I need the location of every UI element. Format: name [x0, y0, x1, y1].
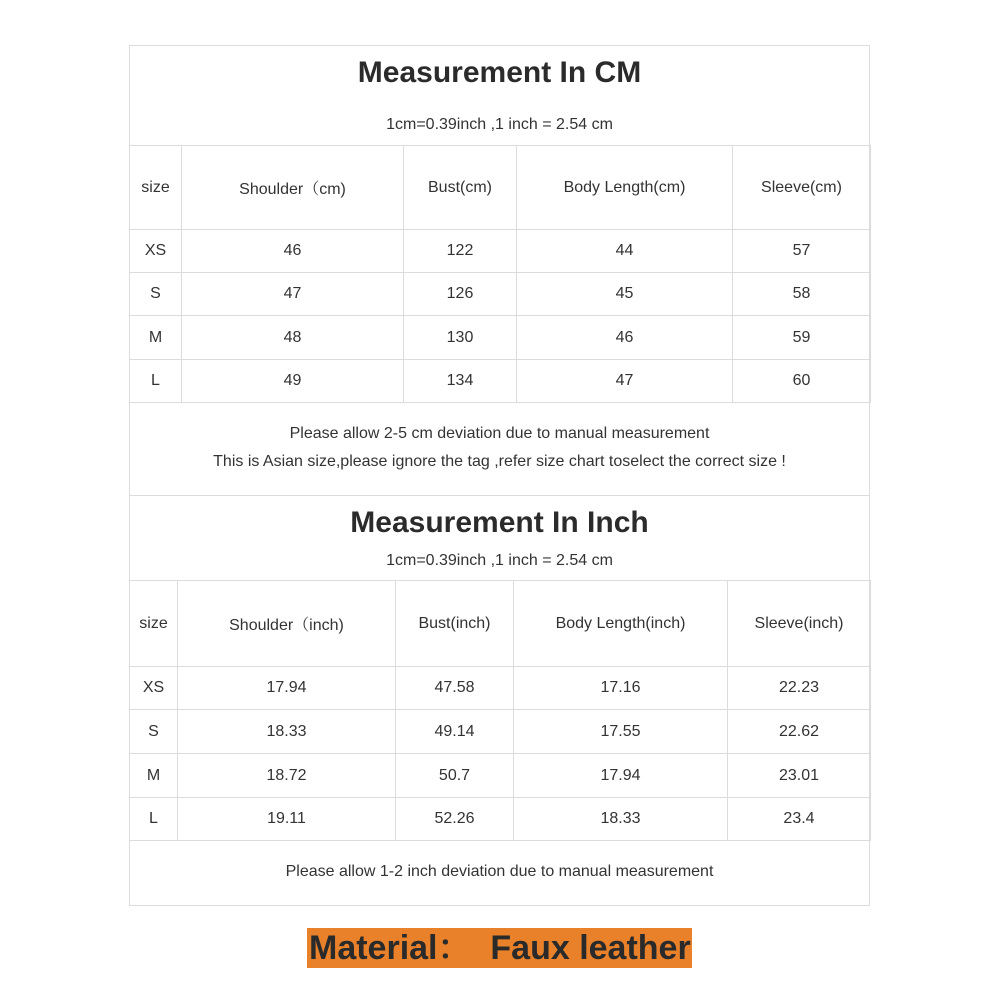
cell-bust: 49.14: [396, 710, 514, 754]
header-shoulder: Shoulder（inch): [178, 581, 396, 667]
cell-sleeve: 60: [733, 360, 871, 403]
table-row: [130, 754, 871, 798]
cell-body-length: 45: [517, 273, 733, 316]
cell-body-length: 18.33: [514, 798, 728, 841]
table-row: [130, 230, 871, 273]
cm-size-table: [129, 145, 871, 403]
cell-size: L: [130, 360, 182, 403]
header-bust: Bust(inch): [396, 581, 514, 667]
cm-conversion-note: 1cm=0.39inch ,1 inch = 2.54 cm: [386, 116, 613, 133]
cell-shoulder: 49: [182, 360, 404, 403]
cell-bust: 47.58: [396, 667, 514, 710]
cell-bust: 122: [404, 230, 517, 273]
cell-size: XS: [130, 230, 182, 273]
cell-shoulder: 47: [182, 273, 404, 316]
cell-size: M: [130, 316, 182, 360]
table-row: [130, 710, 871, 754]
cell-shoulder: 48: [182, 316, 404, 360]
cm-note-line: This is Asian size,please ignore the tag ,refer size chart toselect the correct size !: [213, 453, 786, 470]
cm-measurement-card: [129, 45, 870, 496]
table-row: [130, 667, 871, 710]
cell-shoulder: 46: [182, 230, 404, 273]
table-row: [130, 360, 871, 403]
cell-size: L: [130, 798, 178, 841]
cell-sleeve: 23.4: [728, 798, 871, 841]
header-body-length: Body Length(cm): [517, 146, 733, 230]
cell-sleeve: 59: [733, 316, 871, 360]
cell-bust: 134: [404, 360, 517, 403]
table-row: [130, 273, 871, 316]
cell-body-length: 17.94: [514, 754, 728, 798]
cell-bust: 50.7: [396, 754, 514, 798]
inch-deviation-note: Please allow 1-2 inch deviation due to manual measurement: [285, 863, 714, 880]
cell-shoulder: 19.11: [178, 798, 396, 841]
table-row: [130, 316, 871, 360]
inch-title: Measurement In Inch: [350, 506, 649, 539]
cell-body-length: 17.55: [514, 710, 728, 754]
header-bust: Bust(cm): [404, 146, 517, 230]
inch-measurement-card: [129, 495, 870, 906]
cell-sleeve: 23.01: [728, 754, 871, 798]
table-row: [130, 798, 871, 841]
cell-size: XS: [130, 667, 178, 710]
inch-size-table: [129, 580, 871, 841]
header-size: size: [130, 146, 182, 230]
cell-shoulder: 18.33: [178, 710, 396, 754]
inch-conversion-note: 1cm=0.39inch ,1 inch = 2.54 cm: [386, 552, 613, 569]
cell-bust: 126: [404, 273, 517, 316]
header-body-length: Body Length(inch): [514, 581, 728, 667]
cell-sleeve: 22.62: [728, 710, 871, 754]
header-size: size: [130, 581, 178, 667]
cell-body-length: 44: [517, 230, 733, 273]
header-sleeve: Sleeve(inch): [728, 581, 871, 667]
cell-size: S: [130, 273, 182, 316]
cell-sleeve: 22.23: [728, 667, 871, 710]
cell-body-length: 17.16: [514, 667, 728, 710]
cm-note-line: Please allow 2-5 cm deviation due to manual measurement: [289, 425, 710, 442]
cell-body-length: 47: [517, 360, 733, 403]
table-header-row: [130, 146, 871, 230]
cm-title: Measurement In CM: [357, 56, 642, 89]
cell-sleeve: 58: [733, 273, 871, 316]
cell-body-length: 46: [517, 316, 733, 360]
header-shoulder: Shoulder（cm): [182, 146, 404, 230]
cell-bust: 130: [404, 316, 517, 360]
cell-size: M: [130, 754, 178, 798]
table-header-row: [130, 581, 871, 667]
material-banner: Material： Faux leather: [309, 929, 691, 967]
cell-shoulder: 18.72: [178, 754, 396, 798]
cell-shoulder: 17.94: [178, 667, 396, 710]
cell-sleeve: 57: [733, 230, 871, 273]
cell-size: S: [130, 710, 178, 754]
cell-bust: 52.26: [396, 798, 514, 841]
header-sleeve: Sleeve(cm): [733, 146, 871, 230]
cm-deviation-note: [130, 420, 869, 476]
